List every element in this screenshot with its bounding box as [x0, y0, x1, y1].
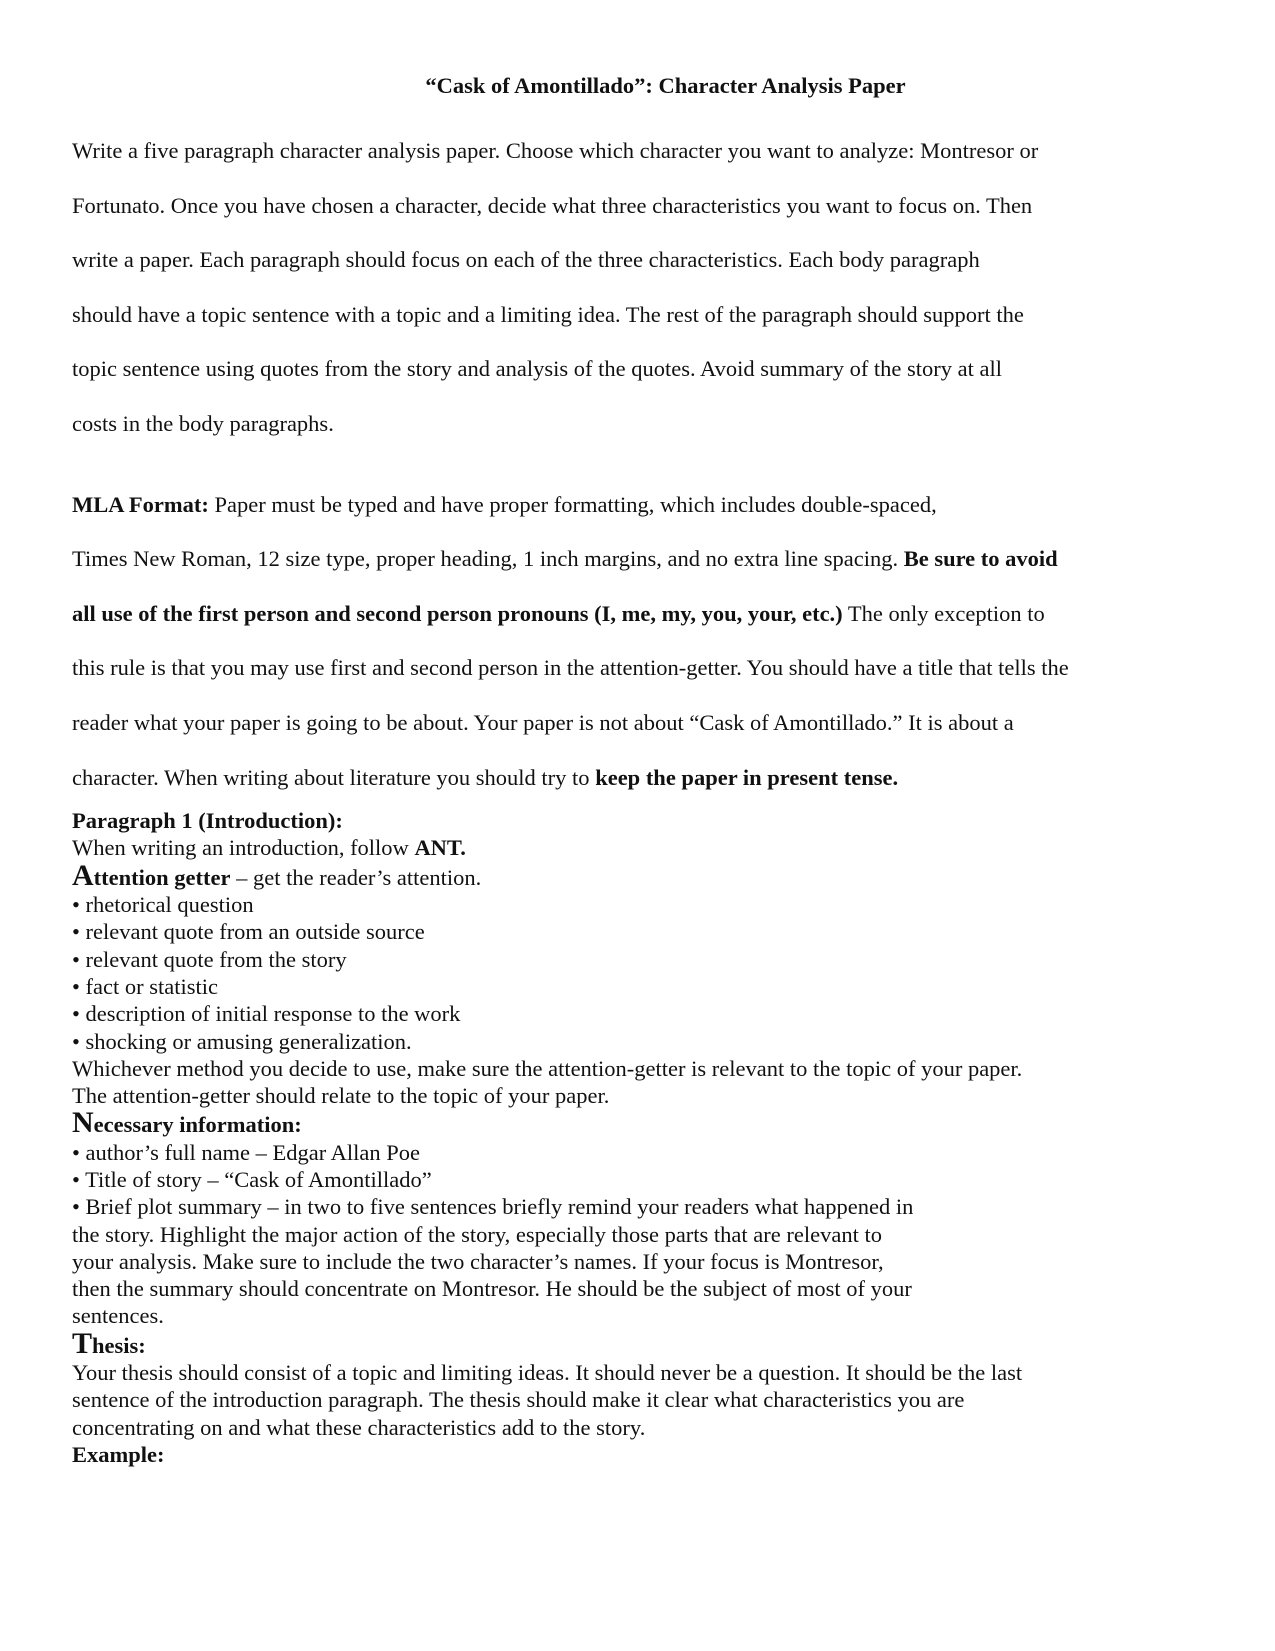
body-line: Your thesis should consist of a topic and limiting ideas. It should never be a question. It should be the last: [72, 1360, 1023, 1386]
ant-text: When writing an introduction, follow: [72, 835, 415, 861]
heading-rest: hesis:: [92, 1332, 146, 1358]
mla-emphasis: Be sure to avoid: [903, 546, 1058, 572]
list-item: • fact or statistic: [72, 973, 218, 999]
intro-line: write a paper. Each paragraph should focus on each of the three characteristics. Each body paragraph: [72, 247, 980, 273]
heading-desc: – get the reader’s attention.: [230, 864, 482, 890]
mla-line: reader what your paper is going to be about. Your paper is not about “Cask of Amontillado.” It is about a: [72, 709, 1014, 735]
intro-line: Fortunato. Once you have chosen a character, decide what three characteristics you want to focus on. Then: [72, 192, 1033, 218]
heading-rest: ecessary information:: [93, 1112, 302, 1138]
mla-emphasis: keep the paper in present tense.: [595, 764, 899, 790]
body-line: sentences.: [72, 1303, 164, 1329]
body-line: The attention-getter should relate to the topic of your paper.: [72, 1083, 610, 1109]
drop-letter: T: [72, 1326, 93, 1360]
intro-line: should have a topic sentence with a topic and a limiting idea. The rest of the paragraph should support the: [72, 301, 1024, 327]
mla-text: Times New Roman, 12 size type, proper heading, 1 inch margins, and no extra line spacing.: [72, 546, 904, 572]
mla-line: [72, 587, 1207, 642]
mla-emphasis: all use of the first person and second person pronouns (I, me, my, you, your, etc.): [72, 600, 843, 626]
drop-letter: A: [72, 858, 94, 892]
list-item: • Title of story – “Cask of Amontillado”: [72, 1166, 432, 1192]
spacer: [72, 452, 1207, 478]
mla-line: [72, 751, 1207, 806]
body-line: the story. Highlight the major action of the story, especially those parts that are relevant to: [72, 1221, 882, 1247]
heading-rest: ttention getter: [93, 864, 231, 890]
list-item: • description of initial response to the work: [72, 1001, 461, 1027]
example-label: Example:: [72, 1441, 165, 1467]
mla-label: MLA Format:: [72, 491, 209, 517]
intro-paragraph: [72, 124, 1207, 452]
list-item: • relevant quote from the story: [72, 946, 347, 972]
mla-text: Paper must be typed and have proper formatting, which includes double-spaced,: [208, 491, 937, 517]
necessary-info-heading: [72, 1106, 1207, 1140]
list-item: • relevant quote from an outside source: [72, 919, 425, 945]
list-item: • shocking or amusing generalization.: [72, 1028, 412, 1054]
body-line: Whichever method you decide to use, make sure the attention-getter is relevant to the topic of your paper.: [72, 1055, 1023, 1081]
paragraph-1-section: [72, 807, 1207, 1468]
body-line: your analysis. Make sure to include the two character’s names. If your focus is Montresor,: [72, 1248, 884, 1274]
ant-line: [72, 834, 1207, 861]
mla-line: [72, 478, 1207, 533]
mla-text: The only exception to: [842, 600, 1045, 626]
intro-line: topic sentence using quotes from the story and analysis of the quotes. Avoid summary of the story at all: [72, 356, 1003, 382]
section-heading-text: Paragraph 1 (Introduction):: [72, 808, 343, 834]
ant-acronym: ANT.: [414, 835, 466, 861]
attention-getter-heading: [72, 858, 1207, 892]
document-title: “Cask of Amontillado”: Character Analysis Paper: [425, 73, 906, 98]
list-item: • Brief plot summary – in two to five sentences briefly remind your readers what happened in: [72, 1194, 914, 1220]
document-page: [72, 70, 1207, 1468]
list-item: • rhetorical question: [72, 892, 254, 918]
intro-line: costs in the body paragraphs.: [72, 410, 334, 436]
mla-format-paragraph: [72, 478, 1207, 806]
body-line: sentence of the introduction paragraph. The thesis should make it clear what characteristics you are: [72, 1387, 965, 1413]
mla-text: character. When writing about literature you should try to: [72, 764, 596, 790]
body-line: then the summary should concentrate on Montresor. He should be the subject of most of your: [72, 1276, 912, 1302]
thesis-heading: [72, 1326, 1207, 1360]
section-heading: [72, 807, 1207, 834]
mla-line: [72, 532, 1207, 587]
intro-line: Write a five paragraph character analysis paper. Choose which character you want to analyze: Montresor or: [72, 138, 1039, 163]
list-item: • author’s full name – Edgar Allan Poe: [72, 1139, 421, 1165]
example-heading: [72, 1441, 1207, 1468]
mla-line: this rule is that you may use first and second person in the attention-getter. You should have a title that tells the: [72, 655, 1069, 681]
body-line: concentrating on and what these characteristics add to the story.: [72, 1414, 646, 1440]
drop-letter: N: [72, 1106, 94, 1140]
